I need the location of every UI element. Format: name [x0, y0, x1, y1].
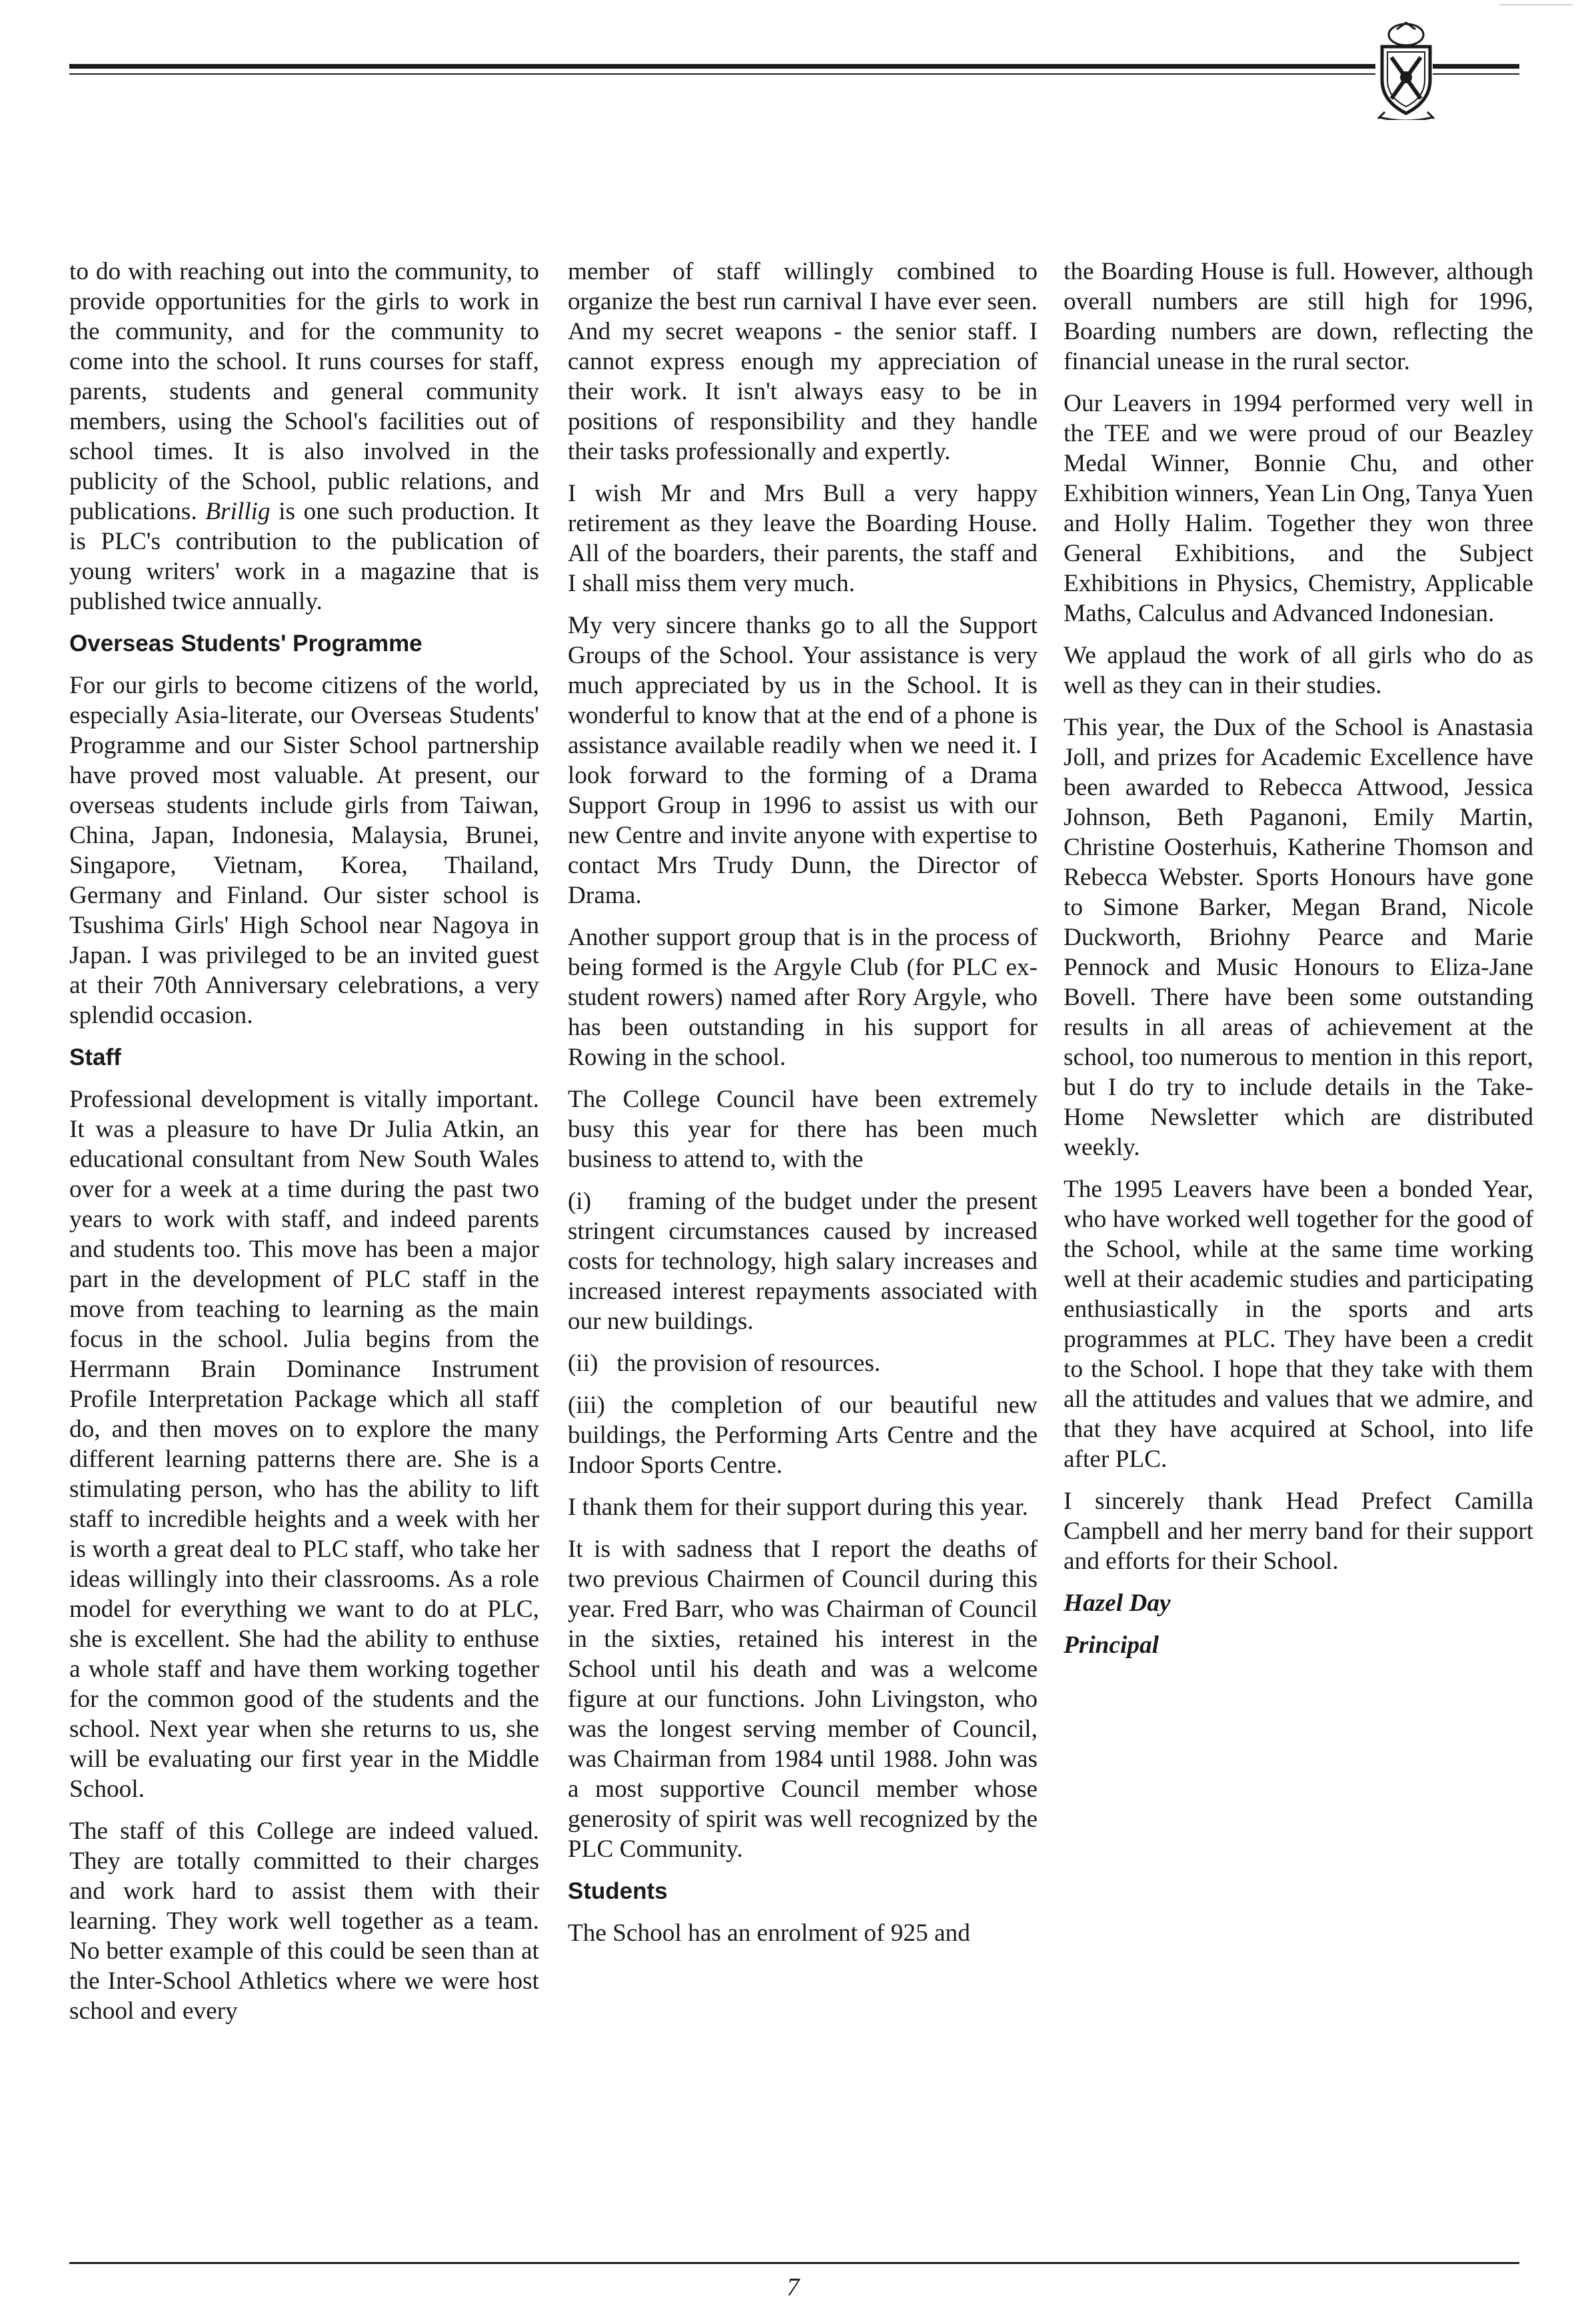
council-item-budget: (i) framing of the budget under the present stringent circumstances caused by increased costs for technology, high salary increases and increased interest repayments associated with our new buildings.: [568, 1188, 1044, 1335]
overseas-paragraph: For our girls to become citizens of the world, especially Asia-literate, our Overseas Students' Programme and our Sister School partnership have proved most valuable. At present, our overseas students include girls from Taiwan, China, Japan, Indonesia, Malaysia, Brunei, Singapore, Vietnam, Korea, Thailand, Germany and Finland. Our sister school is Tsushima Girls' High School near Nagoya in Japan. I was privileged to be an invited guest at their 70th Anniversary celebrations, a very splendid occasion.: [69, 672, 539, 1029]
chairmen-paragraph: It is with sadness that I report the deaths of two previous Chairmen of Council during this year. Fred Barr, who was Chairman of Council in the sixties, retained his interest in the School until his death and was a welcome figure at our functions. John Livingston, who was the longest serving member of Council, was Chairman from 1984 until 1988. John was a most supportive Council member whose generosity of spirit was well recognized by the PLC Community.: [568, 1536, 1038, 1863]
overseas-heading: Overseas Students' Programme: [69, 630, 422, 656]
header-rule-thin: [69, 73, 1375, 75]
header-rule-right-thin: [1433, 73, 1519, 75]
column-left: [69, 257, 539, 2038]
header-rule-thick: [69, 64, 1375, 69]
retirement-paragraph: I wish Mr and Mrs Bull a very happy retirement as they leave the Boarding House. All of the boarders, their parents, the staff and I shall miss them very much.: [568, 480, 1038, 597]
council-item-resources: (ii) the provision of resources.: [568, 1350, 881, 1377]
applaud-paragraph: We applaud the work of all girls who do as well as they can in their studies.: [1064, 642, 1533, 699]
council-paragraph: The College Council have been extremely busy this year for there has been much business to attend to, with the: [568, 1086, 1038, 1173]
council-thanks-paragraph: I thank them for their support during this year.: [568, 1494, 1028, 1521]
leavers-1994-paragraph: Our Leavers in 1994 performed very well in the TEE and we were proud of our Beazley Medal Winner, Bonnie Chu, and other Exhibition winners, Yean Lin Ong, Tanya Yuen and Holly Halim. Together they won three General Exhibitions, and the Subject Exhibitions in Physics, Chemistry, Applicable Maths, Calculus and Advanced Indonesian.: [1064, 390, 1533, 627]
council-item-buildings: (iii) the completion of our beautiful new buildings, the Performing Arts Centre and the Indoor Sports Centre.: [568, 1392, 1038, 1479]
column-right: [1064, 257, 1533, 1672]
community-paragraph: to do with reaching out into the community, to provide opportunities for the girls to work in the community, and for the community to come into the school. It runs courses for staff, parents, students and general community members, using the School's facilities out of school times. It is also involved in the publicity of the School, public relations, and publications. Brillig is one such production. It is PLC's contribution to the publication of young writers' work in a magazine that is published twice annually.: [69, 258, 539, 615]
students-heading: Students: [568, 1878, 668, 1904]
signature-name: Hazel Day: [1064, 1590, 1171, 1617]
staff-paragraph: Professional development is vitally important. It was a pleasure to have Dr Julia Atkin, an educational consultant from New South Wales over for a week at a time during the past two years to work with staff, and indeed parents and students too. This move has been a major part in the development of PLC staff in the move from teaching to learning as the main focus in the school. Julia begins from the Herrmann Brain Dominance Instrument Profile Interpretation Package which all staff do, and then moves on to explore the many different learning patterns there are. She is a stimulating person, who has the ability to lift staff to incredible heights and a week with her is worth a great deal to PLC staff, who take her ideas willingly into their classrooms. As a role model for everything we want to do at PLC, she is excellent. She had the ability to enthuse a whole staff and have them working together for the common good of the students and the school. Next year when she returns to us, she will be evaluating our first year in the Middle School.: [69, 1086, 539, 1803]
leavers-1995-paragraph: The 1995 Leavers have been a bonded Year, who have worked well together for the good of the School, while at the same time working well at their academic studies and participating enthusiastically in the sports and arts programmes at PLC. They have been a credit to the School. I hope that they take with them all the attitudes and values that we admire, and that they have acquired at School, into life after PLC.: [1064, 1176, 1533, 1473]
staff-heading: Staff: [69, 1044, 121, 1070]
staff-valued-paragraph: The staff of this College are indeed valued. They are totally committed to their charges and work hard to assist them with their learning. They work well together as a team. No better example of this could be seen than at the Inter-School Athletics where we were host school and every: [69, 1817, 539, 2025]
boarding-paragraph: the Boarding House is full. However, although overall numbers are still high for 1996, Boarding numbers are down, reflecting the financial unease in the rural sector.: [1064, 258, 1533, 375]
footer-rule: [69, 2262, 1519, 2264]
support-groups-paragraph: My very sincere thanks go to all the Support Groups of the School. Your assistance is very much appreciated by us in the School. It is wonderful to know that at the end of a phone is assistance available readily when we need it. I look forward to the forming of a Drama Support Group in 1996 to assist us with our new Centre and invite anyone with expertise to contact Mrs Trudy Dunn, the Director of Drama.: [568, 612, 1038, 909]
signature-title: Principal: [1064, 1632, 1159, 1659]
argyle-club-paragraph: Another support group that is in the process of being formed is the Argyle Club (for PLC ex-student rowers) named after Rory Argyle, who has been outstanding in his support for Rowing in the school.: [568, 924, 1038, 1071]
column-middle: [568, 257, 1044, 1960]
page-number: 7: [786, 2273, 800, 2301]
head-prefect-paragraph: I sincerely thank Head Prefect Camilla Campbell and her merry band for their support and efforts for their School.: [1064, 1488, 1533, 1575]
header-rule-right-thick: [1433, 64, 1519, 69]
dux-paragraph: This year, the Dux of the School is Anastasia Joll, and prizes for Academic Excellence have been awarded to Rebecca Attwood, Jessica Johnson, Beth Paganoni, Emily Martin, Christine Oosterhuis, Katherine Thomson and Rebecca Webster. Sports Honours have gone to Simone Barker, Megan Brand, Nicole Duckworth, Briohny Pearce and Marie Pennock and Music Honours to Eliza-Jane Bovell. There have been some outstanding results in all areas of achievement at the school, too numerous to mention in this report, but I do try to include details in the Take-Home Newsletter which are distributed weekly.: [1064, 714, 1533, 1161]
scan-mark: [1499, 4, 1573, 5]
carnival-paragraph: member of staff willingly combined to organize the best run carnival I have ever seen. And my secret weapons - the senior staff. I cannot express enough my appreciation of their work. It isn't always easy to be in positions of responsibility and they handle their tasks professionally and expertly.: [568, 258, 1038, 465]
brillig-title: Brillig: [205, 498, 271, 525]
school-crest-icon: [1373, 20, 1439, 120]
enrolment-paragraph: The School has an enrolment of 925 and: [568, 1919, 970, 1947]
